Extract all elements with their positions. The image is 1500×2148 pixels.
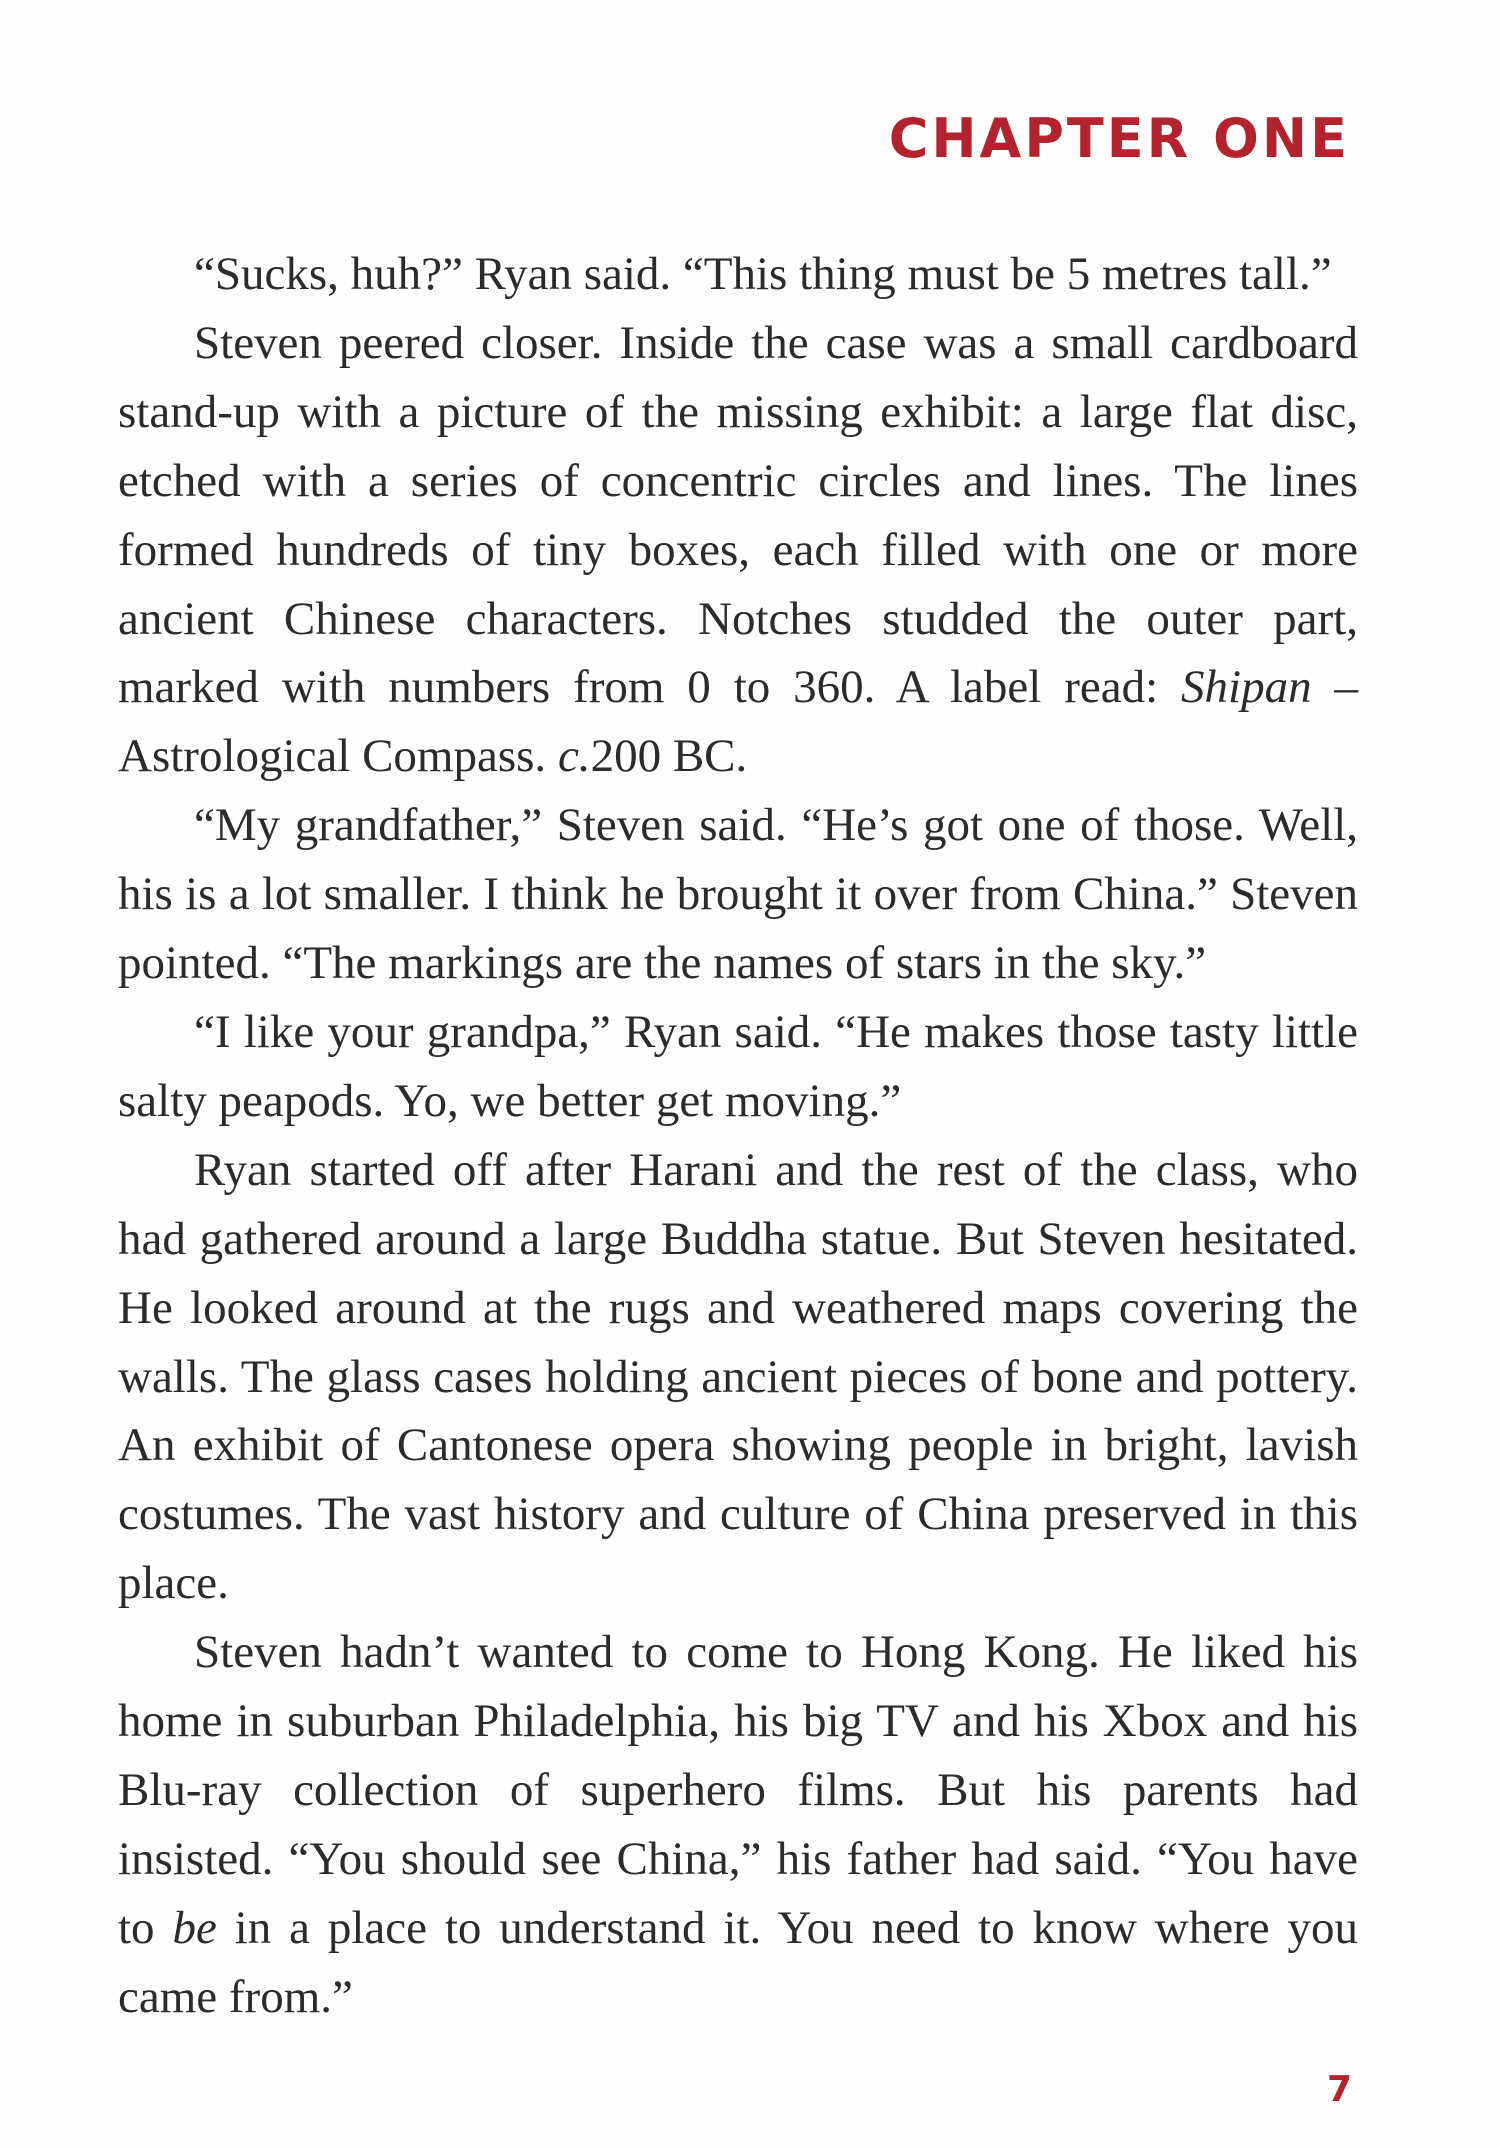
paragraph-1: “Sucks, huh?” Ryan said. “This thing must be 5 metres tall.”	[194, 248, 1332, 300]
paragraph-3: “My grandfather,” Steven said. “He’s got one of those. Well, his is a lot smaller. I think he brought it over from China.” Steven pointed. “The markings are the names of stars in the sky.”	[118, 799, 1358, 990]
paragraph-2-text-middle: – Astrological Compass.	[118, 661, 1359, 783]
paragraph-6	[118, 1618, 1358, 2031]
paragraph-6-text-after: in a place to understand it. You need to know where you came from.”	[118, 1901, 1358, 2023]
paragraph-2	[118, 309, 1358, 791]
paragraph-6-text-before: Steven hadn’t wanted to come to Hong Kong. He liked his home in suburban Philadelphia, his big TV and his Xbox and his Blu-ray collection of superhero films. But his parents had insisted. “You should see China,” his father had said. “You have to	[118, 1626, 1358, 1954]
paragraph-5: Ryan started off after Harani and the rest of the class, who had gathered around a large Buddha statue. But Steven hesitated. He looked around at the rugs and weathered maps covering the walls. The glass cases holding ancient pieces of bone and pottery. An exhibit of Cantonese opera showing people in bright, lavish costumes. The vast history and culture of China preserved in this place.	[118, 1143, 1358, 1610]
paragraph-4: “I like your grandpa,” Ryan said. “He makes those tasty little salty peapods. Yo, we better get moving.”	[118, 1005, 1358, 1127]
page-number: 7	[1326, 2069, 1352, 2110]
paragraph-2-text-after: 200 BC.	[590, 730, 748, 783]
body-text	[118, 240, 1358, 2032]
paragraph-6-italic-be: be	[172, 1901, 217, 1954]
paragraph-2-text-before: Steven peered closer. Inside the case was a small cardboard stand-up with a picture of the missing exhibit: a large flat disc, etched with a series of concentric circles and lines. The lines formed hundreds of tiny boxes, each filled with one or more ancient Chinese characters. Notches studded the outer part, marked with numbers from 0 to 360. A label read:	[118, 316, 1358, 714]
paragraph-2-italic-circa: c.	[557, 730, 591, 783]
paragraph-2-italic-title: Shipan	[1181, 661, 1312, 714]
chapter-title: CHAPTER ONE	[888, 107, 1350, 170]
